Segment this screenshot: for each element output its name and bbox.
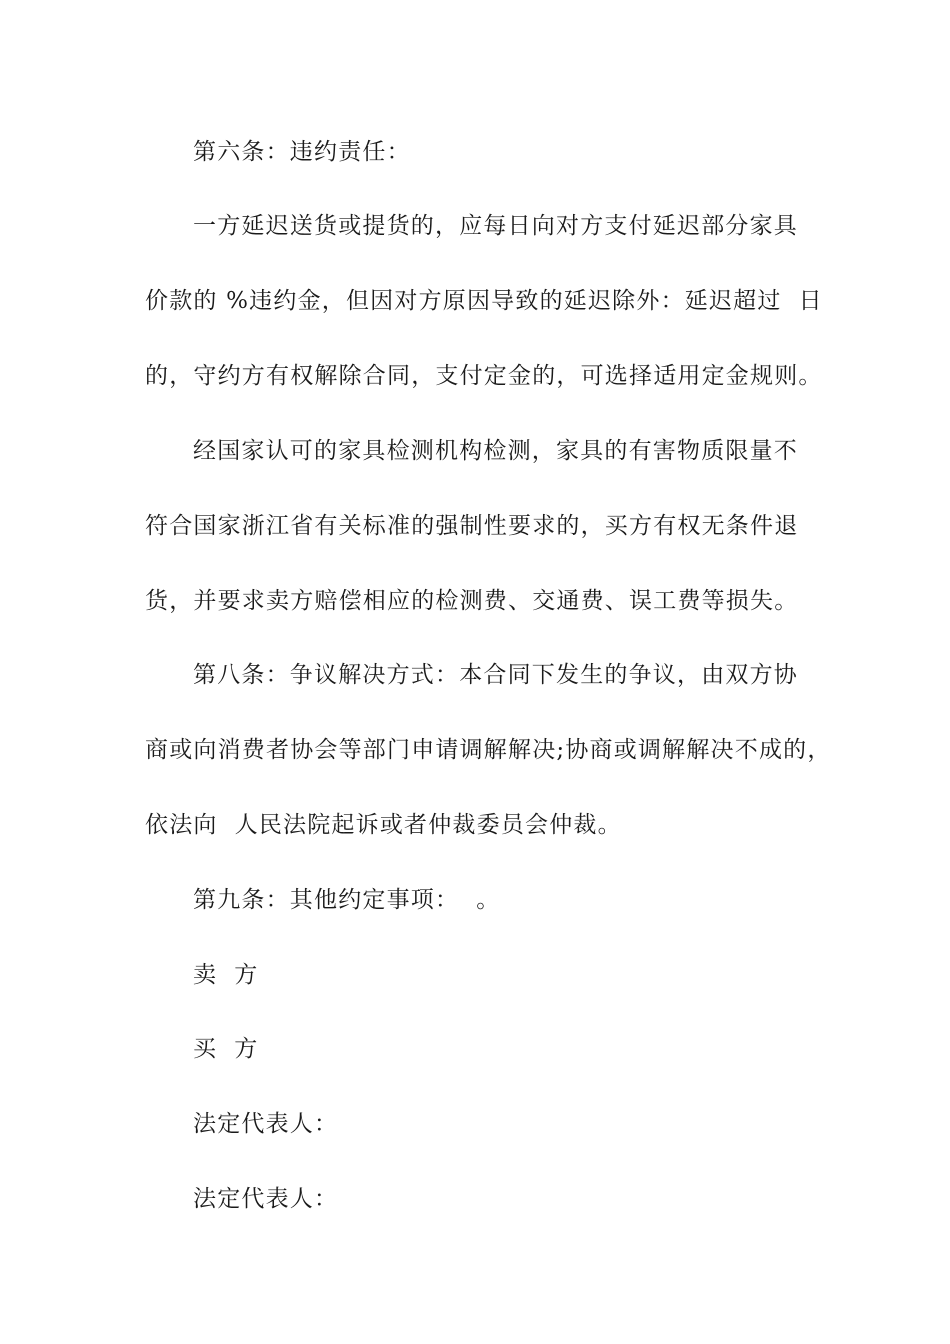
paragraph-line: 符合国家浙江省有关标准的强制性要求的，买方有权无条件退 (145, 513, 799, 539)
seller-label: 卖 方 (193, 962, 259, 988)
paragraph-line: 商或向消费者协会等部门申请调解解决;协商或调解解决不成的， (145, 737, 832, 763)
legal-representative-label: 法定代表人： (193, 1111, 339, 1137)
article-9-line: 第九条：其他约定事项： 。 (193, 887, 501, 913)
legal-representative-label: 法定代表人： (193, 1186, 339, 1212)
paragraph-line: 货，并要求卖方赔偿相应的检测费、交通费、误工费等损失。 (145, 588, 799, 614)
paragraph-line: 经国家认可的家具检测机构检测，家具的有害物质限量不 (193, 438, 798, 464)
paragraph-line: 一方延迟送货或提货的，应每日向对方支付延迟部分家具 (193, 213, 798, 239)
buyer-label: 买 方 (193, 1036, 259, 1062)
paragraph-line: 的，守约方有权解除合同，支付定金的，可选择适用定金规则。 (145, 363, 823, 389)
paragraph-line: 价款的 %违约金，但因对方原因导致的延迟除外：延迟超过 日 (145, 288, 823, 314)
paragraph-line: 依法向 人民法院起诉或者仲裁委员会仲裁。 (145, 812, 622, 838)
article-8-line: 第八条：争议解决方式：本合同下发生的争议，由双方协 (193, 662, 798, 688)
article-6-heading: 第六条：违约责任： (193, 139, 411, 165)
